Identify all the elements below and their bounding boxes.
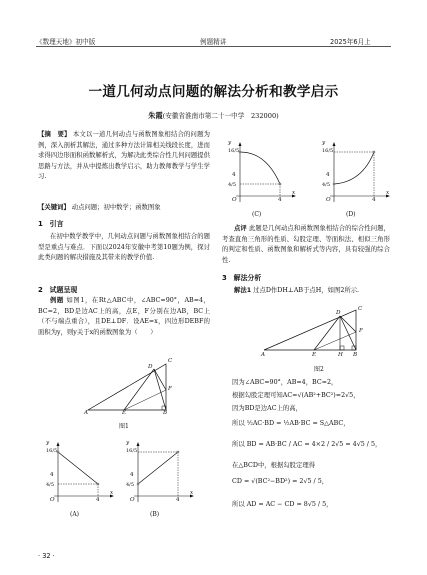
solution-line-4: 所以 ½AC·BD = ½AB·BC = S△ABC， [232, 420, 350, 427]
graph-b-origin: O [130, 497, 135, 503]
keywords-text: 动点问题；初中数学；函数图象 [71, 204, 161, 211]
figure-2 [258, 306, 378, 364]
graph-c-ylow: 4/5 [228, 182, 237, 188]
solution-text: 过点D作DH⊥AB于点H，如图2所示. [253, 287, 360, 294]
graph-d-ylab: y [322, 140, 326, 146]
graph-b-ylow: 4/5 [126, 482, 135, 488]
fig1-label-c: C [168, 358, 173, 364]
figure-1 [78, 358, 198, 418]
author-affiliation: (安徽省淮南市第二十一中学 232000) [162, 112, 279, 120]
graph-a-origin: O [50, 497, 55, 503]
solution-label: 解法1 [234, 287, 252, 294]
fig2-label-f: F [359, 328, 363, 334]
fig1-label-d: D [148, 364, 153, 370]
figure-1-caption: 图1 [119, 423, 129, 430]
solution-line-1: 因为∠ABC=90°，AB=4，BC=2， [232, 379, 338, 386]
graph-a-ytop: 16/5 [46, 448, 58, 454]
graph-d-caption: (D) [346, 211, 356, 218]
keywords-label: 【关键词】 [38, 204, 70, 211]
section-problem-heading: 2 试题呈现 [38, 286, 78, 294]
abstract-label: 【摘 要】 [38, 131, 71, 138]
fig1-label-f: F [168, 386, 172, 392]
graph-d-ylow: 4/5 [322, 182, 331, 188]
graph-d-ytop: 16/5 [322, 148, 334, 154]
example-problem [38, 296, 210, 338]
graph-b-xend: 4 [176, 497, 180, 503]
graph-d-ymid: 4 [326, 172, 330, 178]
abstract [38, 130, 210, 183]
fig2-label-c: C [358, 306, 363, 312]
example-text: 如图1，在Rt△ABC中，∠ABC=90°，AB=4，BC=2，BD是边AC上的高，点E，F分别在边AB，BC上（不与端点重合），且DE⊥DF．设AE=x，四边形DEBF的面积为y，则y关于x的函数图象为（ ） [38, 297, 210, 336]
header-divider [36, 46, 391, 47]
paper-title: 一道几何动点问题的解法分析和教学启示 [88, 84, 339, 100]
graph-a-caption: (A) [70, 511, 80, 518]
solution-intro [222, 286, 390, 297]
graph-b-ytop: 16/5 [126, 448, 138, 454]
graph-d-xend: 4 [372, 197, 376, 203]
author-line [0, 110, 427, 121]
page-header [0, 0, 427, 52]
graph-c-xend: 4 [278, 197, 282, 203]
comment-paragraph [222, 224, 390, 266]
fig2-label-d: D [336, 310, 341, 316]
graph-d-xlab: x [386, 190, 390, 196]
fig2-label-a: A [261, 352, 266, 358]
abstract-text: 本文以一道几何动点与函数图象相结合的问题为例，深入剖析其解法，通过多种方法计算相关线段长度，进而求得四边形面积函数解析式，为解决此类综合性几何问题提供思路与方法，并从中提炼出教学启示，助力教师教学与学生学习. [38, 131, 210, 180]
keywords [38, 203, 210, 214]
fig2-label-h: H [338, 352, 343, 358]
page-number: · 32 · [38, 552, 55, 560]
fig2-label-b: B [353, 352, 358, 358]
figure-2-caption: 图2 [314, 366, 324, 373]
fig1-label-e: E [122, 410, 127, 416]
graph-a-ylow: 4/5 [46, 482, 55, 488]
graph-c-caption: (C) [252, 211, 262, 218]
fig2-label-e: E [312, 352, 317, 358]
graph-a-xend: 4 [96, 497, 100, 503]
solution-line-6: 在△BCD中，根据勾股定理得 [232, 462, 316, 469]
graph-b-ylab: y [126, 440, 130, 446]
section-intro-heading: 1 引言 [38, 220, 64, 228]
comment-text: 此题是几何动点和函数图象相结合的综合性问题，考查直角三角形的性质、勾股定理、等面积法、相似三角形的判定和性质、函数图象和解析式等内容，具有较强的综合性. [222, 225, 390, 264]
intro-paragraph: 在初中数学教学中，几何动点问题与函数图象相结合的题型是重点与难点．下面以2024年安徽中考第10题为例，探讨此类问题的解决措施及其带来的教学价值. [38, 233, 210, 261]
solution-line-8: 所以 AD = AC − CD = 8√5 / 5， [232, 501, 333, 508]
comment-label: 点评 [234, 225, 247, 232]
fig1-label-a: A [84, 410, 89, 416]
issue-date: 2025年6月上 [330, 38, 371, 46]
solution-line-7: CD = √(BC²−BD²) = 2√5 / 5， [232, 478, 329, 485]
graph-b-ymid: 4 [130, 472, 134, 478]
graph-a-ymid: 4 [50, 472, 54, 478]
section-solution-heading: 3 解法分析 [222, 274, 262, 282]
graph-c-origin: O [232, 197, 237, 203]
graph-a-ylab: y [46, 440, 50, 446]
graph-c-ytop: 16/5 [228, 148, 240, 154]
example-label: 例题 [50, 297, 64, 304]
graph-d-origin: O [326, 197, 331, 203]
graph-a-xlab: x [110, 490, 114, 496]
column-name: 例题精讲 [200, 38, 227, 46]
graph-b-xlab: x [190, 490, 194, 496]
solution-line-5: 所以 BD = AB·BC / AC = 4×2 / 2√5 = 4√5 / 5， [232, 441, 382, 448]
graph-c-ymid: 4 [232, 172, 236, 178]
solution-line-3: 因为BD是边AC上的高， [232, 405, 302, 412]
solution-line-2: 根据勾股定理可知AC=√(AB²+BC²)=2√5， [232, 392, 360, 399]
author-name: 朱霞 [148, 111, 163, 120]
graph-c-ylab: y [228, 140, 232, 146]
graph-c-xlab: x [292, 190, 296, 196]
journal-name: 《数理天地》初中版 [36, 38, 96, 46]
fig1-label-b: B [163, 410, 168, 416]
graph-b-caption: (B) [150, 511, 160, 518]
